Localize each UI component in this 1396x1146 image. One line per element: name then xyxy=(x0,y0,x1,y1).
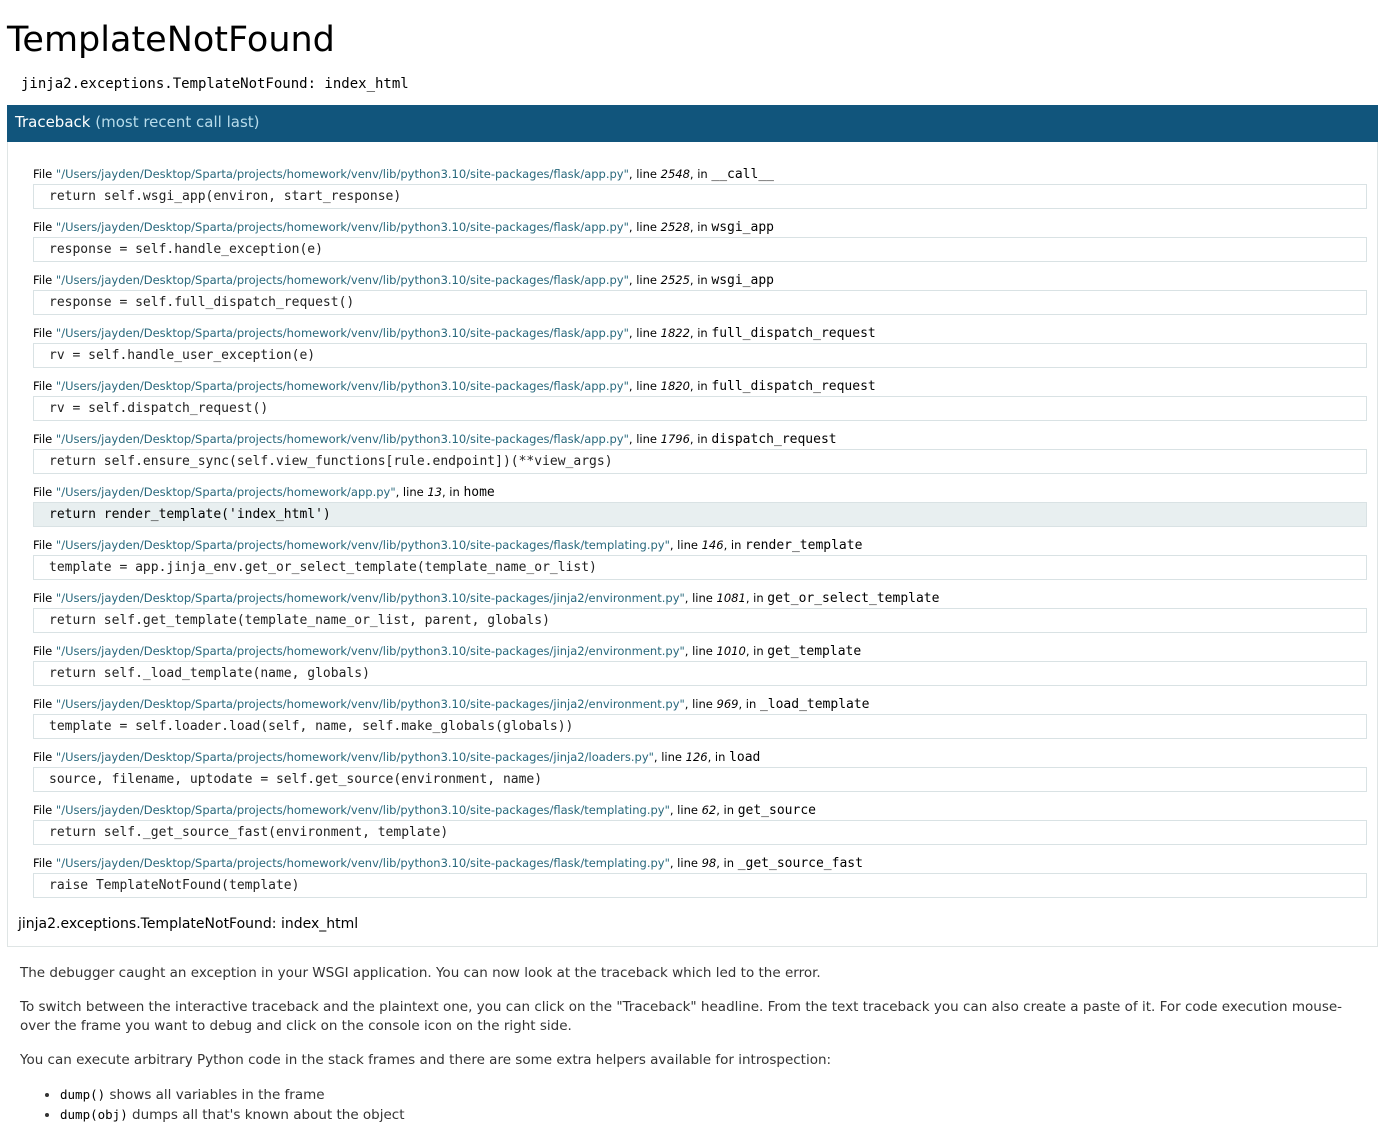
traceback-frame[interactable] xyxy=(33,431,1367,474)
traceback-header-note: (most recent call last) xyxy=(95,113,260,131)
frame-line-number: 2525 xyxy=(660,273,690,287)
in-label: , in xyxy=(707,750,730,764)
traceback-frames xyxy=(8,142,1377,898)
file-label: File xyxy=(33,326,56,340)
traceback-frame[interactable] xyxy=(33,590,1367,633)
frame-source-line[interactable]: return self.ensure_sync(self.view_functions[rule.endpoint])(**view_args) xyxy=(33,449,1367,474)
in-label: , in xyxy=(442,485,464,499)
frame-function: _get_source_fast xyxy=(737,856,863,871)
line-label: , line xyxy=(628,167,661,181)
page-title: TemplateNotFound xyxy=(7,20,335,60)
line-label: , line xyxy=(684,697,717,711)
frame-filename[interactable]: "/Users/jayden/Desktop/Sparta/projects/homework/venv/lib/python3.10/site-packages/jinja2/loaders.py" xyxy=(55,750,654,764)
traceback-frame[interactable] xyxy=(33,325,1367,368)
frame-filename[interactable]: "/Users/jayden/Desktop/Sparta/projects/homework/app.py" xyxy=(55,485,396,499)
frame-location xyxy=(33,166,1367,183)
in-label: , in xyxy=(723,538,746,552)
traceback-toggle-header[interactable] xyxy=(7,105,1378,142)
in-label: , in xyxy=(689,326,712,340)
frame-location xyxy=(33,643,1367,660)
helper-item xyxy=(60,1105,1358,1125)
frame-line-number: 969 xyxy=(716,697,739,711)
frame-line-number: 146 xyxy=(701,538,724,552)
frame-filename[interactable]: "/Users/jayden/Desktop/Sparta/projects/homework/venv/lib/python3.10/site-packages/flask/templating.py" xyxy=(55,803,670,817)
traceback-frame[interactable] xyxy=(33,749,1367,792)
file-label: File xyxy=(33,750,56,764)
file-label: File xyxy=(33,379,56,393)
file-label: File xyxy=(33,167,56,181)
traceback-frame[interactable] xyxy=(33,378,1367,421)
frame-line-number: 2528 xyxy=(660,220,690,234)
frame-line-number: 1081 xyxy=(716,591,746,605)
file-label: File xyxy=(33,220,56,234)
frame-line-number: 1820 xyxy=(660,379,690,393)
in-label: , in xyxy=(716,803,738,817)
frame-filename[interactable]: "/Users/jayden/Desktop/Sparta/projects/homework/venv/lib/python3.10/site-packages/flask/app.py" xyxy=(55,379,629,393)
frame-location xyxy=(33,802,1367,819)
line-label: , line xyxy=(669,538,702,552)
frame-source-line[interactable]: rv = self.handle_user_exception(e) xyxy=(33,343,1367,368)
frame-filename[interactable]: "/Users/jayden/Desktop/Sparta/projects/homework/venv/lib/python3.10/site-packages/flask/app.py" xyxy=(55,432,629,446)
frame-source-line[interactable]: response = self.handle_exception(e) xyxy=(33,237,1367,262)
in-label: , in xyxy=(745,591,768,605)
frame-location xyxy=(33,431,1367,448)
frame-line-number: 1796 xyxy=(660,432,690,446)
traceback-frame[interactable] xyxy=(33,272,1367,315)
frame-location xyxy=(33,325,1367,342)
frame-line-number: 62 xyxy=(701,803,717,817)
frame-line-number: 13 xyxy=(427,485,442,499)
explanation-helpers-intro: You can execute arbitrary Python code in the stack frames and there are some extra helpers available for introspection: xyxy=(20,1052,832,1068)
in-label: , in xyxy=(689,167,712,181)
traceback-frame[interactable] xyxy=(33,855,1367,898)
helpers-list xyxy=(20,1085,1358,1125)
frame-function: wsgi_app xyxy=(711,220,774,235)
frame-filename[interactable]: "/Users/jayden/Desktop/Sparta/projects/homework/venv/lib/python3.10/site-packages/flask/app.py" xyxy=(55,220,629,234)
frame-filename[interactable]: "/Users/jayden/Desktop/Sparta/projects/homework/venv/lib/python3.10/site-packages/jinja2/environment.py" xyxy=(55,697,685,711)
traceback-frame[interactable] xyxy=(33,696,1367,739)
traceback-frame[interactable] xyxy=(33,537,1367,580)
frame-line-number: 126 xyxy=(685,750,708,764)
helper-code: dump() xyxy=(60,1087,106,1102)
helper-text: shows all variables in the frame xyxy=(105,1087,325,1103)
frame-location xyxy=(33,590,1367,607)
helper-code: dump(obj) xyxy=(60,1107,128,1122)
frame-source-line[interactable]: template = self.loader.load(self, name, self.make_globals(globals)) xyxy=(33,714,1367,739)
file-label: File xyxy=(33,538,56,552)
helper-text: dumps all that's known about the object xyxy=(127,1107,405,1123)
line-label: , line xyxy=(653,750,686,764)
frame-location xyxy=(33,749,1367,766)
frame-filename[interactable]: "/Users/jayden/Desktop/Sparta/projects/homework/venv/lib/python3.10/site-packages/flask/app.py" xyxy=(55,273,629,287)
line-label: , line xyxy=(669,803,702,817)
frame-source-line[interactable]: source, filename, uptodate = self.get_source(environment, name) xyxy=(33,767,1367,792)
file-label: File xyxy=(33,273,56,287)
explanation xyxy=(7,947,1378,1125)
helper-item xyxy=(60,1085,1358,1105)
in-label: , in xyxy=(738,697,760,711)
frame-filename[interactable]: "/Users/jayden/Desktop/Sparta/projects/homework/venv/lib/python3.10/site-packages/jinja2/environment.py" xyxy=(55,644,685,658)
frame-function: wsgi_app xyxy=(711,273,774,288)
frame-function: __call__ xyxy=(711,167,774,182)
line-label: , line xyxy=(395,485,428,499)
traceback-frame[interactable] xyxy=(33,484,1367,527)
file-label: File xyxy=(33,803,56,817)
explanation-switch: To switch between the interactive traceback and the plaintext one, you can click on the "Traceback" headline. From the text traceback you can also create a paste of it. For code execution mouse-over the frame you want to debug and click on the console icon on the right side. xyxy=(20,999,1343,1034)
line-label: , line xyxy=(628,432,661,446)
frame-source-line[interactable]: raise TemplateNotFound(template) xyxy=(33,873,1367,898)
frame-line-number: 2548 xyxy=(660,167,690,181)
frame-location xyxy=(33,696,1367,713)
frame-location xyxy=(33,537,1367,554)
frame-location xyxy=(33,484,1367,501)
frame-function: full_dispatch_request xyxy=(711,326,876,341)
frame-function: _load_template xyxy=(759,697,870,712)
frame-source-line[interactable]: template = app.jinja_env.get_or_select_template(template_name_or_list) xyxy=(33,555,1367,580)
traceback-frame[interactable] xyxy=(33,166,1367,209)
file-label: File xyxy=(33,856,56,870)
frame-source-line[interactable]: rv = self.dispatch_request() xyxy=(33,396,1367,421)
error-message: jinja2.exceptions.TemplateNotFound: index_html xyxy=(21,76,409,92)
frame-line-number: 1822 xyxy=(660,326,690,340)
frame-source-line[interactable]: return render_template('index_html') xyxy=(33,502,1367,527)
frame-filename[interactable]: "/Users/jayden/Desktop/Sparta/projects/homework/venv/lib/python3.10/site-packages/flask/app.py" xyxy=(55,167,629,181)
line-label: , line xyxy=(628,220,661,234)
file-label: File xyxy=(33,697,56,711)
traceback-frame[interactable] xyxy=(33,219,1367,262)
frame-source-line[interactable]: return self.get_template(template_name_or_list, parent, globals) xyxy=(33,608,1367,633)
frame-function: get_or_select_template xyxy=(767,591,940,606)
line-label: , line xyxy=(628,326,661,340)
line-label: , line xyxy=(628,273,661,287)
frame-function: full_dispatch_request xyxy=(711,379,876,394)
frame-line-number: 1010 xyxy=(716,644,746,658)
in-label: , in xyxy=(689,220,712,234)
line-label: , line xyxy=(684,591,717,605)
line-label: , line xyxy=(669,856,702,870)
frame-source-line[interactable]: return self._get_source_fast(environment, template) xyxy=(33,820,1367,845)
frame-source-line[interactable]: response = self.full_dispatch_request() xyxy=(33,290,1367,315)
traceback-panel xyxy=(7,105,1378,947)
in-label: , in xyxy=(745,644,768,658)
in-label: , in xyxy=(689,379,712,393)
frame-function: dispatch_request xyxy=(711,432,837,447)
frame-location xyxy=(33,272,1367,289)
file-label: File xyxy=(33,432,56,446)
file-label: File xyxy=(33,591,56,605)
file-label: File xyxy=(33,644,56,658)
in-label: , in xyxy=(689,432,712,446)
frame-filename[interactable]: "/Users/jayden/Desktop/Sparta/projects/homework/venv/lib/python3.10/site-packages/jinja2/environment.py" xyxy=(55,591,685,605)
frame-filename[interactable]: "/Users/jayden/Desktop/Sparta/projects/homework/venv/lib/python3.10/site-packages/flask/templating.py" xyxy=(55,538,670,552)
frame-location xyxy=(33,855,1367,872)
file-label: File xyxy=(33,485,56,499)
line-label: , line xyxy=(628,379,661,393)
frame-filename[interactable]: "/Users/jayden/Desktop/Sparta/projects/homework/venv/lib/python3.10/site-packages/flask/app.py" xyxy=(55,326,629,340)
frame-function: render_template xyxy=(745,538,863,553)
frame-function: home xyxy=(463,485,495,500)
frame-location xyxy=(33,378,1367,395)
frame-filename[interactable]: "/Users/jayden/Desktop/Sparta/projects/homework/venv/lib/python3.10/site-packages/flask/templating.py" xyxy=(55,856,670,870)
traceback-header-label[interactable]: Traceback xyxy=(15,113,91,131)
traceback-frame[interactable] xyxy=(33,643,1367,686)
frame-line-number: 98 xyxy=(701,856,717,870)
frame-function: get_source xyxy=(737,803,816,818)
frame-function: load xyxy=(729,750,761,765)
in-label: , in xyxy=(716,856,738,870)
in-label: , in xyxy=(689,273,712,287)
traceback-frame[interactable] xyxy=(33,802,1367,845)
final-error-message: jinja2.exceptions.TemplateNotFound: index_html xyxy=(18,916,359,932)
line-label: , line xyxy=(684,644,717,658)
frame-location xyxy=(33,219,1367,236)
frame-source-line[interactable]: return self.wsgi_app(environ, start_response) xyxy=(33,184,1367,209)
frame-source-line[interactable]: return self._load_template(name, globals) xyxy=(33,661,1367,686)
frame-function: get_template xyxy=(767,644,862,659)
explanation-intro: The debugger caught an exception in your WSGI application. You can now look at the traceback which led to the error. xyxy=(20,965,821,981)
